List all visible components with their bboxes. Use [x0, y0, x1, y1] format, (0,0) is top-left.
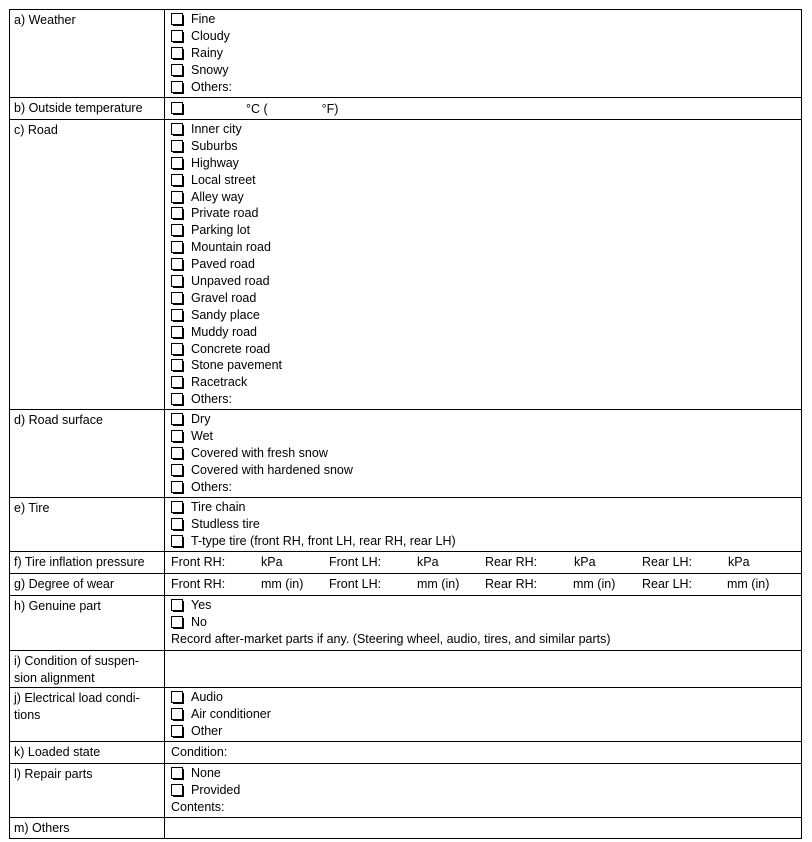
option-fine[interactable] — [171, 11, 801, 28]
option-label: Concrete road — [191, 341, 271, 356]
front-rh-label: Front RH: — [171, 555, 226, 570]
option-label: No — [191, 615, 207, 630]
label-line: tions — [14, 708, 41, 723]
checkbox-icon[interactable] — [171, 691, 184, 704]
checkbox-icon[interactable] — [171, 481, 184, 494]
row-weather — [10, 10, 802, 98]
checkbox-icon[interactable] — [171, 326, 184, 339]
checkbox-icon[interactable] — [171, 207, 184, 220]
option-unpaved-road[interactable] — [171, 273, 801, 290]
option-label: Unpaved road — [191, 274, 270, 289]
option-cloudy[interactable] — [171, 28, 801, 45]
checkbox-icon[interactable] — [171, 447, 184, 460]
option-label: Inner city — [191, 122, 242, 136]
condition-label: Condition: — [171, 745, 228, 760]
checkbox-icon[interactable] — [171, 292, 184, 305]
front-lh-label: Front LH: — [329, 577, 382, 592]
checkbox-icon[interactable] — [171, 784, 184, 797]
rear-lh-label: Rear LH: — [642, 555, 693, 570]
front-lh-unit: mm (in) — [417, 577, 460, 592]
genuine-part-label: h) Genuine part — [10, 596, 165, 651]
option-audio[interactable] — [171, 689, 801, 706]
option-label: Covered with hardened snow — [191, 462, 353, 477]
option-parking-lot[interactable] — [171, 222, 801, 239]
option-label: Studless tire — [191, 517, 260, 532]
celsius-unit: °C ( — [246, 101, 268, 116]
degree-of-wear-fields — [165, 574, 802, 596]
option-dry[interactable] — [171, 411, 801, 428]
option-label: Others: — [191, 79, 232, 94]
row-road-surface — [10, 410, 802, 498]
contents-label: Contents: — [171, 799, 225, 814]
rear-rh-unit: mm (in) — [573, 577, 616, 592]
row-loaded-state — [10, 742, 802, 764]
checkbox-icon[interactable] — [171, 140, 184, 153]
option-label: Provided — [191, 783, 241, 798]
tire-inflation-pressure-label: f) Tire inflation pressure — [10, 552, 165, 574]
rear-lh-unit: mm (in) — [727, 577, 770, 592]
option-wet[interactable] — [171, 428, 801, 445]
option-label: Cloudy — [191, 28, 230, 43]
outside-temperature-field — [165, 98, 802, 120]
label-line: i) Condition of suspen- — [14, 654, 140, 669]
option-label: Alley way — [191, 189, 244, 204]
road-surface-options — [165, 410, 802, 498]
front-lh-label: Front LH: — [329, 555, 382, 570]
option-label: Mountain road — [191, 240, 271, 255]
front-lh-unit: kPa — [417, 555, 439, 570]
row-electrical-load — [10, 688, 802, 742]
checkbox-icon[interactable] — [171, 64, 184, 77]
checkbox-icon[interactable] — [171, 343, 184, 356]
degree-of-wear-label: g) Degree of wear — [10, 574, 165, 596]
option-label: Private road — [191, 206, 259, 221]
rear-rh-label: Rear RH: — [485, 577, 538, 592]
repair-parts-options — [165, 764, 802, 818]
checkbox-icon[interactable] — [171, 359, 184, 372]
checkbox-icon[interactable] — [171, 708, 184, 721]
front-rh-unit: mm (in) — [261, 577, 304, 592]
checkbox-icon[interactable] — [171, 47, 184, 60]
option-others[interactable] — [171, 79, 801, 96]
others-label: m) Others — [10, 818, 165, 839]
option-inner-city[interactable] — [171, 121, 801, 138]
option-air-conditioner[interactable] — [171, 706, 801, 723]
option-label: Others: — [191, 392, 232, 407]
checkbox-icon[interactable] — [171, 157, 184, 170]
rear-rh-unit: kPa — [574, 555, 596, 570]
option-label: Sandy place — [191, 307, 260, 322]
tire-label: e) Tire — [10, 498, 165, 552]
option-label: Yes — [191, 598, 212, 613]
option-paved-road[interactable] — [171, 256, 801, 273]
checkbox-icon[interactable] — [171, 224, 184, 237]
option-gravel-road[interactable] — [171, 290, 801, 307]
option-label: Local street — [191, 172, 256, 187]
repair-parts-label: l) Repair parts — [10, 764, 165, 818]
option-provided[interactable] — [171, 782, 801, 799]
option-label: Covered with fresh snow — [191, 445, 328, 460]
rear-lh-unit: kPa — [728, 555, 750, 570]
vehicle-condition-form — [9, 9, 802, 839]
option-label: Fine — [191, 12, 216, 26]
option-label: Audio — [191, 690, 223, 705]
tire-options — [165, 498, 802, 552]
option-sandy-place[interactable] — [171, 307, 801, 324]
checkbox-icon[interactable] — [171, 376, 184, 389]
rear-lh-label: Rear LH: — [642, 577, 693, 592]
option-fresh-snow[interactable] — [171, 445, 801, 462]
row-tire — [10, 498, 802, 552]
checkbox-icon[interactable] — [171, 102, 184, 115]
option-others[interactable] — [171, 479, 801, 496]
weather-options — [165, 10, 802, 98]
option-hardened-snow[interactable] — [171, 462, 801, 479]
option-snowy[interactable] — [171, 62, 801, 79]
checkbox-icon[interactable] — [171, 518, 184, 531]
option-mountain-road[interactable] — [171, 239, 801, 256]
rear-rh-label: Rear RH: — [485, 555, 538, 570]
row-degree-of-wear — [10, 574, 802, 596]
checkbox-icon[interactable] — [171, 725, 184, 738]
others-field[interactable] — [165, 818, 802, 839]
option-label: Gravel road — [191, 290, 257, 305]
option-muddy-road[interactable] — [171, 324, 801, 341]
checkbox-icon[interactable] — [171, 767, 184, 780]
option-rainy[interactable] — [171, 45, 801, 62]
front-rh-unit: kPa — [261, 555, 283, 570]
option-stone-pavement[interactable] — [171, 357, 801, 374]
row-outside-temperature — [10, 98, 802, 120]
checkbox-icon[interactable] — [171, 191, 184, 204]
checkbox-icon[interactable] — [171, 501, 184, 514]
fahrenheit-unit: °F) — [321, 101, 339, 116]
front-rh-label: Front RH: — [171, 577, 226, 592]
loaded-state-field[interactable] — [165, 742, 802, 764]
checkbox-icon[interactable] — [171, 174, 184, 187]
option-studless-tire[interactable] — [171, 516, 801, 533]
weather-label: a) Weather — [10, 10, 165, 98]
option-label: Air conditioner — [191, 707, 271, 722]
label-line: sion alignment — [14, 671, 95, 686]
option-label: Others: — [191, 479, 232, 494]
option-label: Suburbs — [191, 138, 238, 153]
option-label: Rainy — [191, 45, 223, 60]
checkbox-icon[interactable] — [171, 123, 184, 136]
label-line: j) Electrical load condi- — [14, 691, 140, 706]
option-label: Racetrack — [191, 375, 248, 390]
checkbox-icon[interactable] — [171, 13, 184, 26]
option-label: T-type tire (front RH, front LH, rear RH, rear LH) — [191, 533, 456, 548]
option-concrete-road[interactable] — [171, 341, 801, 358]
checkbox-icon[interactable] — [171, 599, 184, 612]
electrical-load-label — [10, 688, 165, 742]
loaded-state-label: k) Loaded state — [10, 742, 165, 764]
row-tire-inflation-pressure — [10, 552, 802, 574]
option-yes[interactable] — [171, 597, 801, 614]
option-tire-chain[interactable] — [171, 499, 801, 516]
row-others — [10, 818, 802, 839]
option-suburbs[interactable] — [171, 138, 801, 155]
option-label: Muddy road — [191, 324, 258, 339]
electrical-load-options — [165, 688, 802, 742]
checkbox-icon[interactable] — [171, 413, 184, 426]
checkbox-icon[interactable] — [171, 30, 184, 43]
road-options — [165, 120, 802, 410]
road-surface-label: d) Road surface — [10, 410, 165, 498]
option-t-type-tire[interactable] — [171, 533, 801, 550]
suspension-alignment-label — [10, 651, 165, 688]
option-label: Tire chain — [191, 500, 246, 515]
option-racetrack[interactable] — [171, 374, 801, 391]
checkbox-icon[interactable] — [171, 241, 184, 254]
option-label: Dry — [191, 412, 211, 427]
row-road — [10, 120, 802, 410]
row-repair-parts — [10, 764, 802, 818]
road-label: c) Road — [10, 120, 165, 410]
checkbox-icon[interactable] — [171, 535, 184, 548]
option-label: None — [191, 766, 221, 781]
checkbox-icon[interactable] — [171, 81, 184, 94]
checkbox-icon[interactable] — [171, 275, 184, 288]
option-none[interactable] — [171, 765, 801, 782]
genuine-part-options — [165, 596, 802, 651]
option-label: Paved road — [191, 257, 255, 272]
option-no[interactable] — [171, 614, 801, 631]
option-label: Stone pavement — [191, 358, 283, 373]
checkbox-icon[interactable] — [171, 258, 184, 271]
checkbox-icon[interactable] — [171, 464, 184, 477]
row-suspension-alignment — [10, 651, 802, 688]
option-highway[interactable] — [171, 155, 801, 172]
row-genuine-part — [10, 596, 802, 651]
option-label: Other — [191, 723, 223, 738]
option-label: Wet — [191, 429, 213, 444]
option-label: Highway — [191, 155, 239, 170]
checkbox-icon[interactable] — [171, 430, 184, 443]
option-local-street[interactable] — [171, 172, 801, 189]
option-private-road[interactable] — [171, 205, 801, 222]
suspension-alignment-field[interactable] — [165, 651, 802, 688]
option-alley-way[interactable] — [171, 189, 801, 206]
checkbox-icon[interactable] — [171, 393, 184, 406]
after-market-note: Record after-market parts if any. (Steering wheel, audio, tires, and similar parts) — [171, 631, 611, 646]
option-other[interactable] — [171, 723, 801, 740]
outside-temperature-label: b) Outside temperature — [10, 98, 165, 120]
option-label: Parking lot — [191, 223, 251, 238]
option-others[interactable] — [171, 391, 801, 408]
checkbox-icon[interactable] — [171, 616, 184, 629]
option-label: Snowy — [191, 62, 229, 77]
tire-inflation-pressure-fields — [165, 552, 802, 574]
checkbox-icon[interactable] — [171, 309, 184, 322]
